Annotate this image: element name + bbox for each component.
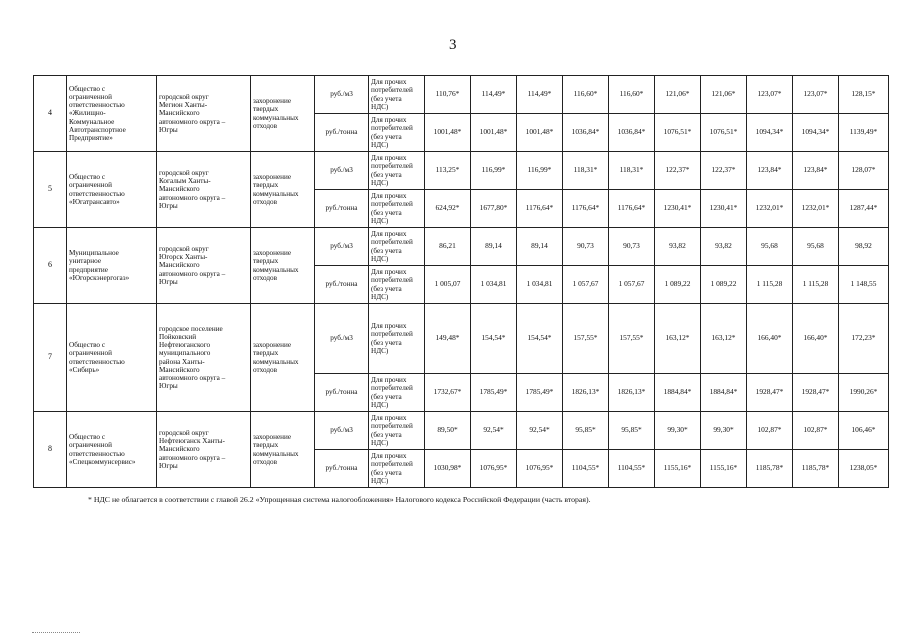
tariff-value-cell: 121,06*	[701, 76, 747, 114]
tariff-value-cell: 163,12*	[655, 304, 701, 374]
tariff-value-cell: 110,76*	[425, 76, 471, 114]
tariff-value-cell: 1001,48*	[425, 114, 471, 152]
tariff-value-cell: 123,84*	[793, 152, 839, 190]
tariff-value-cell: 1 034,81	[471, 266, 517, 304]
tariff-value-cell: 98,92	[839, 228, 889, 266]
row-number: 4	[34, 76, 67, 152]
unit-cell: руб./м3	[315, 152, 369, 190]
service-name: захоронение твердых коммунальных отходов	[251, 76, 315, 152]
tariff-value-cell: 1076,51*	[655, 114, 701, 152]
tariff-value-cell: 1928,47*	[747, 374, 793, 412]
tariff-value-cell: 1287,44*	[839, 190, 889, 228]
tariff-value-cell: 166,40*	[747, 304, 793, 374]
tariff-value-cell: 86,21	[425, 228, 471, 266]
tariff-value-cell: 1 057,67	[609, 266, 655, 304]
tariff-value-cell: 114,49*	[471, 76, 517, 114]
tariff-value-cell: 1036,84*	[609, 114, 655, 152]
territory-name: городской округ Мегион Ханты- Мансийского автономного округа – Югры	[157, 76, 251, 152]
organization-name: Муниципальное унитарное предприятие «Югорскэнергогаз»	[67, 228, 157, 304]
page-number: 3	[449, 37, 457, 53]
tariff-value-cell: 123,07*	[793, 76, 839, 114]
row-number: 6	[34, 228, 67, 304]
tariff-value-cell: 116,99*	[471, 152, 517, 190]
tariff-value-cell: 1176,64*	[517, 190, 563, 228]
tariff-value-cell: 1036,84*	[563, 114, 609, 152]
tariff-value-cell: 1232,01*	[793, 190, 839, 228]
territory-name: городской округ Югорск Ханты- Мансийского автономного округа – Югры	[157, 228, 251, 304]
table-row	[34, 304, 889, 374]
tariff-value-cell: 123,84*	[747, 152, 793, 190]
tariff-value-cell: 93,82	[655, 228, 701, 266]
territory-name: городской округ Когалым Ханты- Мансийского автономного округа – Югры	[157, 152, 251, 228]
tariff-value-cell: 1104,55*	[563, 450, 609, 488]
service-name: захоронение твердых коммунальных отходов	[251, 412, 315, 488]
tariff-value-cell: 1677,80*	[471, 190, 517, 228]
tariff-value-cell: 106,46*	[839, 412, 889, 450]
tariff-value-cell: 95,68	[747, 228, 793, 266]
tariff-value-cell: 95,85*	[563, 412, 609, 450]
tariff-value-cell: 116,99*	[517, 152, 563, 190]
tariff-value-cell: 1238,05*	[839, 450, 889, 488]
tariff-value-cell: 1176,64*	[563, 190, 609, 228]
tariff-table-body	[34, 76, 889, 488]
unit-cell: руб./тонна	[315, 374, 369, 412]
consumer-group-cell: Для прочих потребителей (без учета НДС)	[369, 76, 425, 114]
tariff-value-cell: 89,14	[517, 228, 563, 266]
tariff-value-cell: 1 089,22	[655, 266, 701, 304]
tariff-value-cell: 1 057,67	[563, 266, 609, 304]
tariff-value-cell: 624,92*	[425, 190, 471, 228]
organization-name: Общество с ограниченной ответственностью «Жилищно- Коммунальное Автотранспортное Предприятие»	[67, 76, 157, 152]
tariff-value-cell: 1230,41*	[701, 190, 747, 228]
tariff-value-cell: 128,15*	[839, 76, 889, 114]
tariff-value-cell: 1 148,55	[839, 266, 889, 304]
tariff-value-cell: 1176,64*	[609, 190, 655, 228]
row-number: 7	[34, 304, 67, 412]
tariff-table	[33, 75, 889, 488]
tariff-value-cell: 114,49*	[517, 76, 563, 114]
tariff-value-cell: 149,48*	[425, 304, 471, 374]
table-row	[34, 412, 889, 450]
tariff-value-cell: 172,23*	[839, 304, 889, 374]
tariff-value-cell: 1094,34*	[793, 114, 839, 152]
tariff-value-cell: 1 034,81	[517, 266, 563, 304]
tariff-value-cell: 90,73	[609, 228, 655, 266]
consumer-group-cell: Для прочих потребителей (без учета НДС)	[369, 266, 425, 304]
tariff-value-cell: 1001,48*	[517, 114, 563, 152]
tariff-value-cell: 128,07*	[839, 152, 889, 190]
tariff-value-cell: 113,25*	[425, 152, 471, 190]
tariff-value-cell: 1185,78*	[747, 450, 793, 488]
tariff-value-cell: 1076,51*	[701, 114, 747, 152]
tariff-value-cell: 157,55*	[609, 304, 655, 374]
territory-name: городское поселение Пойковский Нефтеюганского муниципального района Ханты- Мансийского автономного округа – Югры	[157, 304, 251, 412]
tariff-value-cell: 1826,13*	[563, 374, 609, 412]
page-edge-mark	[32, 632, 80, 633]
tariff-value-cell: 1030,98*	[425, 450, 471, 488]
unit-cell: руб./м3	[315, 228, 369, 266]
row-number: 8	[34, 412, 67, 488]
tariff-value-cell: 157,55*	[563, 304, 609, 374]
tariff-value-cell: 1 089,22	[701, 266, 747, 304]
table-row	[34, 76, 889, 114]
tariff-value-cell: 1104,55*	[609, 450, 655, 488]
unit-cell: руб./м3	[315, 304, 369, 374]
tariff-value-cell: 95,68	[793, 228, 839, 266]
tariff-value-cell: 1990,26*	[839, 374, 889, 412]
tariff-value-cell: 1732,67*	[425, 374, 471, 412]
tariff-value-cell: 1094,34*	[747, 114, 793, 152]
tariff-value-cell: 1232,01*	[747, 190, 793, 228]
tariff-value-cell: 122,37*	[701, 152, 747, 190]
tariff-value-cell: 116,60*	[563, 76, 609, 114]
tariff-value-cell: 1884,84*	[701, 374, 747, 412]
service-name: захоронение твердых коммунальных отходов	[251, 304, 315, 412]
tariff-value-cell: 118,31*	[609, 152, 655, 190]
tariff-value-cell: 1785,49*	[517, 374, 563, 412]
tariff-value-cell: 1185,78*	[793, 450, 839, 488]
service-name: захоронение твердых коммунальных отходов	[251, 152, 315, 228]
tariff-value-cell: 1155,16*	[655, 450, 701, 488]
tariff-value-cell: 123,07*	[747, 76, 793, 114]
table-row	[34, 152, 889, 190]
tariff-value-cell: 102,87*	[747, 412, 793, 450]
tariff-value-cell: 89,14	[471, 228, 517, 266]
tariff-value-cell: 102,87*	[793, 412, 839, 450]
tariff-value-cell: 1785,49*	[471, 374, 517, 412]
consumer-group-cell: Для прочих потребителей (без учета НДС)	[369, 114, 425, 152]
tariff-value-cell: 1826,13*	[609, 374, 655, 412]
consumer-group-cell: Для прочих потребителей (без учета НДС)	[369, 152, 425, 190]
tariff-value-cell: 99,30*	[701, 412, 747, 450]
organization-name: Общество с ограниченной ответственностью «Сибирь»	[67, 304, 157, 412]
unit-cell: руб./тонна	[315, 266, 369, 304]
tariff-value-cell: 1 005,07	[425, 266, 471, 304]
tariff-value-cell: 154,54*	[517, 304, 563, 374]
organization-name: Общество с ограниченной ответственностью «Югатрансавто»	[67, 152, 157, 228]
tariff-value-cell: 1001,48*	[471, 114, 517, 152]
service-name: захоронение твердых коммунальных отходов	[251, 228, 315, 304]
unit-cell: руб./м3	[315, 412, 369, 450]
tariff-value-cell: 95,85*	[609, 412, 655, 450]
tariff-value-cell: 90,73	[563, 228, 609, 266]
footnote: * НДС не облагается в соответствии с главой 26.2 «Упрощенная система налогообложения» Налогового кодекса Российской Федерации (часть вторая).	[88, 495, 591, 504]
tariff-value-cell: 1230,41*	[655, 190, 701, 228]
territory-name: городской округ Нефтеюганск Ханты- Мансийского автономного округа – Югры	[157, 412, 251, 488]
tariff-value-cell: 154,54*	[471, 304, 517, 374]
consumer-group-cell: Для прочих потребителей (без учета НДС)	[369, 228, 425, 266]
tariff-value-cell: 1155,16*	[701, 450, 747, 488]
tariff-value-cell: 121,06*	[655, 76, 701, 114]
tariff-value-cell: 1 115,28	[793, 266, 839, 304]
organization-name: Общество с ограниченной ответственностью «Спецкоммунсервис»	[67, 412, 157, 488]
tariff-value-cell: 1 115,28	[747, 266, 793, 304]
consumer-group-cell: Для прочих потребителей (без учета НДС)	[369, 412, 425, 450]
unit-cell: руб./тонна	[315, 114, 369, 152]
tariff-value-cell: 1928,47*	[793, 374, 839, 412]
consumer-group-cell: Для прочих потребителей (без учета НДС)	[369, 374, 425, 412]
tariff-value-cell: 122,37*	[655, 152, 701, 190]
tariff-value-cell: 166,40*	[793, 304, 839, 374]
tariff-value-cell: 1076,95*	[471, 450, 517, 488]
tariff-value-cell: 92,54*	[471, 412, 517, 450]
unit-cell: руб./тонна	[315, 450, 369, 488]
consumer-group-cell: Для прочих потребителей (без учета НДС)	[369, 450, 425, 488]
table-row	[34, 228, 889, 266]
tariff-value-cell: 118,31*	[563, 152, 609, 190]
consumer-group-cell: Для прочих потребителей (без учета НДС)	[369, 304, 425, 374]
tariff-value-cell: 92,54*	[517, 412, 563, 450]
unit-cell: руб./тонна	[315, 190, 369, 228]
tariff-value-cell: 163,12*	[701, 304, 747, 374]
tariff-value-cell: 93,82	[701, 228, 747, 266]
tariff-value-cell: 99,30*	[655, 412, 701, 450]
tariff-value-cell: 1139,49*	[839, 114, 889, 152]
unit-cell: руб./м3	[315, 76, 369, 114]
tariff-value-cell: 89,50*	[425, 412, 471, 450]
tariff-value-cell: 116,60*	[609, 76, 655, 114]
consumer-group-cell: Для прочих потребителей (без учета НДС)	[369, 190, 425, 228]
tariff-value-cell: 1884,84*	[655, 374, 701, 412]
row-number: 5	[34, 152, 67, 228]
tariff-value-cell: 1076,95*	[517, 450, 563, 488]
